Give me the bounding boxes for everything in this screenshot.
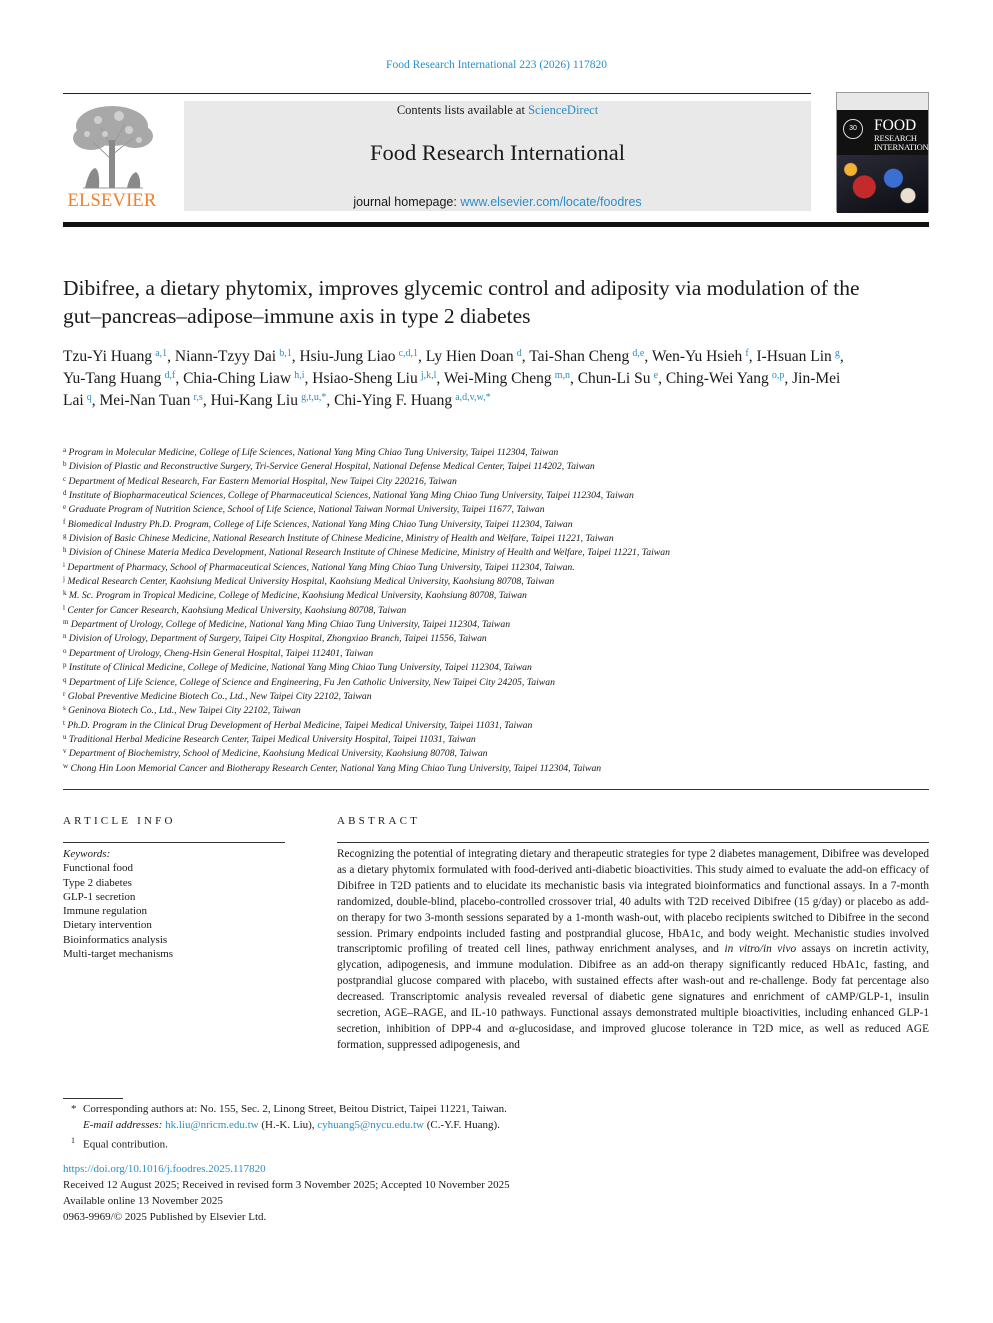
keyword-item: Bioinformatics analysis — [63, 933, 168, 946]
footnotes — [63, 1101, 929, 1153]
author[interactable] — [666, 370, 785, 387]
affiliation-key: o — [63, 646, 67, 655]
author[interactable] — [183, 370, 304, 387]
homepage-link[interactable]: www.elsevier.com/locate/foodres — [460, 195, 642, 209]
elsevier-wordmark: ELSEVIER — [67, 191, 157, 211]
equal-text: Equal contribution. — [83, 1138, 168, 1151]
author-name: Hsiao-Sheng Liu — [312, 370, 418, 387]
affiliation-key: h — [63, 546, 67, 555]
email-label: E-mail addresses: — [83, 1119, 163, 1131]
keywords-label: Keywords: — [63, 848, 111, 860]
affiliation-item — [63, 546, 929, 560]
abstract-italic: in vitro/in vivo — [724, 943, 797, 956]
author[interactable] — [334, 392, 491, 409]
affiliation-item — [63, 475, 929, 489]
author[interactable] — [299, 348, 418, 365]
author-affiliation-marks[interactable]: c,d,1 — [398, 348, 419, 359]
affiliation-item — [63, 460, 929, 474]
affiliation-text: Medical Research Center, Kaohsiung Medical University Hospital, Kaohsiung Medical University, Kaohsiung 80708, Taiwan — [64, 576, 555, 588]
author-affiliation-marks[interactable]: f — [745, 348, 749, 359]
author-name: Yu-Tang Huang — [63, 370, 162, 387]
affiliation-item — [63, 747, 929, 761]
author[interactable] — [444, 370, 570, 387]
affiliation-item — [63, 575, 929, 589]
keywords-block — [63, 847, 285, 961]
affiliation-key: p — [63, 661, 67, 670]
affiliation-key: r — [63, 689, 66, 698]
affiliation-text: M. Sc. Program in Tropical Medicine, College of Medicine, Kaohsiung Medical University, Kaohsiung 80708, Taiwan — [66, 590, 527, 602]
publication-info — [63, 1161, 929, 1225]
affiliation-text: Division of Urology, Department of Surgery, Taipei City Hospital, Zhongxiao Branch, Taipei 11556, Taiwan — [66, 633, 487, 645]
affiliation-key: s — [63, 704, 66, 713]
email-owner-liu: (H.-K. Liu), — [258, 1119, 318, 1131]
email-link-huang[interactable]: cyhuang5@nycu.edu.tw — [317, 1119, 424, 1131]
author-name: Wen-Yu Hsieh — [651, 348, 743, 365]
affiliation-text: Department of Urology, College of Medicine, National Yang Ming Chiao Tung University, Taipei 112304, Taiwan — [68, 619, 511, 631]
email-owner-huang: (C.-Y.F. Huang). — [423, 1119, 500, 1131]
doi-link[interactable]: https://doi.org/10.1016/j.foodres.2025.117820 — [63, 1163, 266, 1175]
affiliation-key: w — [63, 761, 69, 770]
affiliation-key: n — [63, 632, 67, 641]
author-name: Wei-Ming Cheng — [443, 370, 552, 387]
affiliation-text: Biomedical Industry Ph.D. Program, College of Life Sciences, National Yang Ming Chiao Tung University, Taipei 112304, Taiwan — [65, 518, 573, 530]
affiliation-key: f — [63, 517, 66, 526]
author-name: Mei-Nan Tuan — [99, 392, 191, 409]
affiliation-list — [63, 446, 929, 776]
online-date: Available online 13 November 2025 — [63, 1195, 223, 1207]
keyword-item: GLP-1 secretion — [63, 890, 136, 903]
keyword-list — [63, 861, 285, 961]
author-name: Jin-Mei Lai — [63, 370, 841, 409]
author-affiliation-marks[interactable]: d,e — [632, 348, 645, 359]
keyword-item: Multi-target mechanisms — [63, 948, 174, 961]
author[interactable] — [578, 370, 658, 387]
affiliation-key: v — [63, 747, 67, 756]
author-affiliation-marks[interactable]: g — [834, 348, 840, 359]
keyword-item: Type 2 diabetes — [63, 876, 132, 889]
affiliation-text: Program in Molecular Medicine, College of Life Sciences, National Yang Ming Chiao Tung University, Taipei 112304, Taiwan — [66, 447, 559, 458]
author[interactable] — [426, 348, 522, 365]
cover-top-strip — [837, 93, 928, 110]
homepage-prefix: journal homepage: — [353, 195, 461, 209]
author-affiliation-marks[interactable]: q — [86, 392, 92, 403]
affiliation-item — [63, 704, 929, 718]
author-name: I-Hsuan Lin — [756, 348, 832, 365]
author-name: Chia-Ching Liaw — [183, 370, 292, 387]
affiliation-text: Department of Biochemistry, School of Medicine, Kaohsiung Medical University, Kaohsiung 80708, Taiwan — [66, 748, 488, 760]
affiliation-key: q — [63, 675, 67, 684]
affiliation-text: Division of Basic Chinese Medicine, National Research Institute of Chinese Medicine, Ministry of Health and Welfare, Taipei 11221, Taiwan — [66, 533, 614, 545]
author[interactable] — [529, 348, 644, 365]
equal-mark: 1 — [71, 1136, 75, 1145]
affiliation-item — [63, 647, 929, 661]
affiliation-text: Center for Cancer Research, Kaohsiung Medical University, Kaohsiung 80708, Taiwan — [64, 604, 407, 616]
corresponding-text: Corresponding authors at: No. 155, Sec. 2, Linong Street, Beitou District, Taipei 11221, Taiwan. — [83, 1103, 507, 1115]
article-info-rule — [63, 842, 285, 843]
cover-anniversary-badge: 30 — [843, 119, 863, 139]
corresponding-footnote — [63, 1101, 929, 1117]
author-name: Tai-Shan Cheng — [529, 348, 630, 365]
author-affiliation-marks[interactable]: m,n — [554, 370, 570, 381]
author-affiliation-marks[interactable]: g,t,u,* — [301, 392, 327, 403]
elsevier-logo[interactable] — [63, 100, 161, 212]
author-list: Tzu-Yi Huang $^{a,1}$, Niann-Tzyy Dai $^{b,1}$, Hsiu-Jung Liao $^{c,d,1}$, Ly Hien Doan $^d$, Tai-Shan Cheng $^{d,e}$, Wen-Yu Hsieh $^f$, I-Hsuan Lin $^g$, Yu-Tang Huang $^{d,f}$, Chia-Ching Liaw $^{h,i}$, Hsiao-Sheng Liu $^{j,k,l}$, Wei-Ming Cheng $^{m,n}$, Chun-Li Su $^e$, Ching-Wei Yang $^{o,p}$, Jin-Mei Lai $^q$, Mei-Nan Tuan $^{r,s}$, Hui-Kang Liu $^{g,t,u,*}$, Chi-Ying F. Huang $^{a,d,v,w,*}$ — [63, 348, 844, 409]
affiliation-text: Graduate Program of Nutrition Science, School of Life Science, National Taiwan Normal University, Taipei 11677, Taiwan — [66, 504, 545, 516]
author-affiliation-marks[interactable]: a,d,v,w,* — [455, 392, 491, 403]
affiliation-key: l — [63, 603, 65, 612]
author-name: Ly Hien Doan — [425, 348, 514, 365]
author[interactable] — [211, 392, 327, 409]
affiliation-key: u — [63, 732, 67, 741]
affiliation-item — [63, 719, 929, 733]
email-footnote — [63, 1117, 929, 1133]
cover-image — [837, 155, 928, 213]
affiliation-item — [63, 503, 929, 517]
affiliation-item — [63, 676, 929, 690]
cover-subtitle: RESEARCH INTERNATIONAL — [874, 133, 940, 152]
author-affiliation-marks[interactable]: a,1 — [155, 348, 168, 359]
affiliation-item — [63, 518, 929, 532]
author-affiliation-marks[interactable]: o,p — [771, 370, 785, 381]
sciencedirect-link[interactable]: ScienceDirect — [528, 103, 599, 117]
affiliation-item — [63, 489, 929, 503]
journal-cover[interactable] — [836, 92, 940, 212]
keyword-item: Immune regulation — [63, 905, 148, 918]
affiliation-key: b — [63, 460, 67, 469]
affiliation-item — [63, 604, 929, 618]
affiliation-item — [63, 661, 929, 675]
author-name: Hsiu-Jung Liao — [299, 348, 396, 365]
author-affiliation-marks[interactable]: d — [516, 348, 522, 359]
header-rule — [63, 93, 811, 94]
author[interactable] — [63, 348, 167, 365]
affiliation-text: Global Preventive Medicine Biotech Co., Ltd., New Taipei City 22102, Taiwan — [65, 690, 372, 702]
journal-name: Food Research International — [370, 140, 625, 165]
elsevier-tree-icon — [63, 100, 161, 192]
abstract-heading: ABSTRACT — [337, 815, 421, 827]
affiliation-text: Geninova Biotech Co., Ltd., New Taipei City 22102, Taiwan — [65, 705, 301, 717]
author-name: Chi-Ying F. Huang — [334, 392, 453, 409]
keyword-item: Dietary intervention — [63, 919, 152, 932]
affiliation-text: Institute of Clinical Medicine, College of Medicine, National Yang Ming Chiao Tung University, Taipei 112304, Taiwan — [66, 662, 532, 674]
author-affiliation-marks[interactable]: d,f — [164, 370, 176, 381]
affiliation-text: Department of Pharmacy, School of Pharmaceutical Sciences, National Yang Ming Chiao Tung University, Taipei 112304, Taiwan. — [64, 561, 575, 573]
author[interactable] — [756, 348, 839, 365]
affiliation-item — [63, 561, 929, 575]
affiliation-key: t — [63, 718, 65, 727]
affiliation-text: Chong Hin Loon Memorial Cancer and Biotherapy Research Center, National Yang Ming Chiao Tung University, Taipei 112304, Taiwan — [68, 762, 602, 774]
abstract-part-2: assays on incretin activity, glycation, adipogenesis, and immune modulation. Dibifree as an add-on therapy significantly reduced HbA1c, fasting, and postprandial glucose compared with placebo, with sustained effects after wash-out and re-challenge. Body fat percentage also decreased. Transcriptomic analysis revealed reversal of diabetic gene signatures and enrichment of cAMP/GLP-1, insulin secretion, AGE–RAGE, and IL-10 pathways. Functional assays demonstrated multiple bioactivities, including enhanced GLP-1 secretion, inhibition of DPP-4 and α-glucosidase, and improved glucose tolerance in T2D mice, as well as reduced AGE formation, suppressed adipogenesis, and — [337, 943, 930, 1051]
affiliation-text: Division of Plastic and Reconstructive Surgery, Tri-Service General Hospital, National Defense Medical Center, Taipei 114202, Taiwan — [66, 461, 595, 473]
author-affiliation-marks[interactable]: e — [653, 370, 659, 381]
email-link-liu[interactable]: hk.liu@nricm.edu.tw — [165, 1119, 259, 1131]
affiliation-text: Ph.D. Program in the Clinical Drug Development of Herbal Medicine, Taipei Medical University, Taipei 11031, Taiwan — [64, 719, 533, 731]
affiliation-text: Institute of Biopharmaceutical Sciences, College of Pharmaceutical Sciences, National Yang Ming Chiao Tung University, Taipei 112304, Taiwan — [66, 490, 634, 502]
author[interactable] — [63, 370, 175, 387]
affiliation-item — [63, 618, 929, 632]
author[interactable] — [100, 392, 203, 409]
author-affiliation-marks[interactable]: b,1 — [279, 348, 292, 359]
affiliation-item — [63, 446, 929, 460]
author-name: Tzu-Yi Huang — [63, 348, 153, 365]
author[interactable] — [652, 348, 749, 365]
cover-title: FOOD — [874, 117, 917, 134]
journal-reference-link[interactable]: Food Research International 223 (2026) 117820 — [386, 59, 607, 71]
affiliation-text: Division of Chinese Materia Medica Development, National Research Institute of Chinese Medicine, Ministry of Health and Welfare, Taipei 11221, Taiwan — [66, 547, 670, 559]
abstract-rule — [337, 842, 929, 843]
article-title: Dibifree, a dietary phytomix, improves glycemic control and adiposity via modulation of the gut–pancreas–adipose–immune axis in type 2 diabetes — [63, 276, 860, 328]
equal-contribution-footnote — [63, 1133, 929, 1153]
copyright: 0963-9969/© 2025 Published by Elsevier Ltd. — [63, 1211, 267, 1223]
affiliation-item — [63, 762, 929, 776]
affiliation-key: e — [63, 503, 67, 512]
author-name: Ching-Wei Yang — [665, 370, 769, 387]
author-name: Niann-Tzyy Dai — [174, 348, 277, 365]
affiliation-text: Department of Life Science, College of Science and Engineering, Fu Jen Catholic University, New Taipei City 24205, Taiwan — [66, 676, 555, 688]
contents-line — [184, 103, 811, 118]
affiliation-text: Department of Medical Research, Far Eastern Memorial Hospital, New Taipei City 220216, Taiwan — [66, 475, 457, 487]
affiliation-rule — [63, 789, 929, 790]
abstract-part-1: Recognizing the potential of integrating dietary and therapeutic strategies for type 2 diabetes management, Dibifree was developed as a dietary phytomix formulated with food-derived anti-diabetic bioactivities. This study aimed to evaluate the add-on efficacy of Dibifree in T2D patients and to elucidate its mechanistic basis via integrated bioinformatics and functional assays. In a 7-month randomized, double-blind, placebo-controlled crossover trial, 40 adults with T2D received Dibifree (15 g/day) or placebo as add-on therapy for two 3-month sessions separated by a 1-month wash-out, with placebo recipients switched to Dibifree in the second session. Primary endpoints included fasting and postprandial glucose, HbA1c, and body weight. Mechanistic studies involved transcriptomic profiling of treated cell lines, pathway enrichment analyses, and — [337, 848, 929, 956]
abstract-text — [337, 847, 929, 1054]
affiliation-key: k — [63, 589, 67, 598]
author[interactable] — [175, 348, 292, 365]
received-dates: Received 12 August 2025; Received in revised form 3 November 2025; Accepted 10 November 2025 — [63, 1179, 510, 1191]
homepage-line — [184, 195, 811, 209]
affiliation-text: Traditional Herbal Medicine Research Center, Taipei Medical University Hospital, Taipei 11031, Taiwan — [66, 733, 476, 745]
affiliation-item — [63, 532, 929, 546]
affiliation-key: a — [63, 446, 67, 454]
author-name: Hui-Kang Liu — [210, 392, 298, 409]
affiliation-item — [63, 632, 929, 646]
author-name: Chun-Li Su — [577, 370, 651, 387]
affiliation-item — [63, 589, 929, 603]
keyword-item: Functional food — [63, 862, 133, 875]
affiliation-item — [63, 690, 929, 704]
affiliation-key: d — [63, 489, 67, 498]
corresponding-mark: * — [71, 1103, 77, 1115]
header-thick-rule — [63, 222, 929, 227]
affiliation-key: m — [63, 618, 69, 627]
affiliation-text: Department of Urology, Cheng-Hsin General Hospital, Taipei 112401, Taiwan — [66, 647, 374, 659]
affiliation-key: c — [63, 474, 67, 483]
affiliation-key: j — [63, 575, 65, 584]
affiliation-key: i — [63, 560, 65, 569]
author[interactable] — [312, 370, 436, 387]
footnote-rule — [63, 1098, 123, 1099]
affiliation-key: g — [63, 532, 67, 541]
contents-prefix: Contents lists available at — [396, 103, 529, 117]
author-affiliation-marks[interactable]: r,s — [193, 392, 203, 403]
article-info-heading: ARTICLE INFO — [63, 815, 176, 827]
affiliation-item — [63, 733, 929, 747]
author-affiliation-marks[interactable]: j,k,l — [420, 370, 437, 381]
author-affiliation-marks[interactable]: h,i — [294, 370, 305, 381]
